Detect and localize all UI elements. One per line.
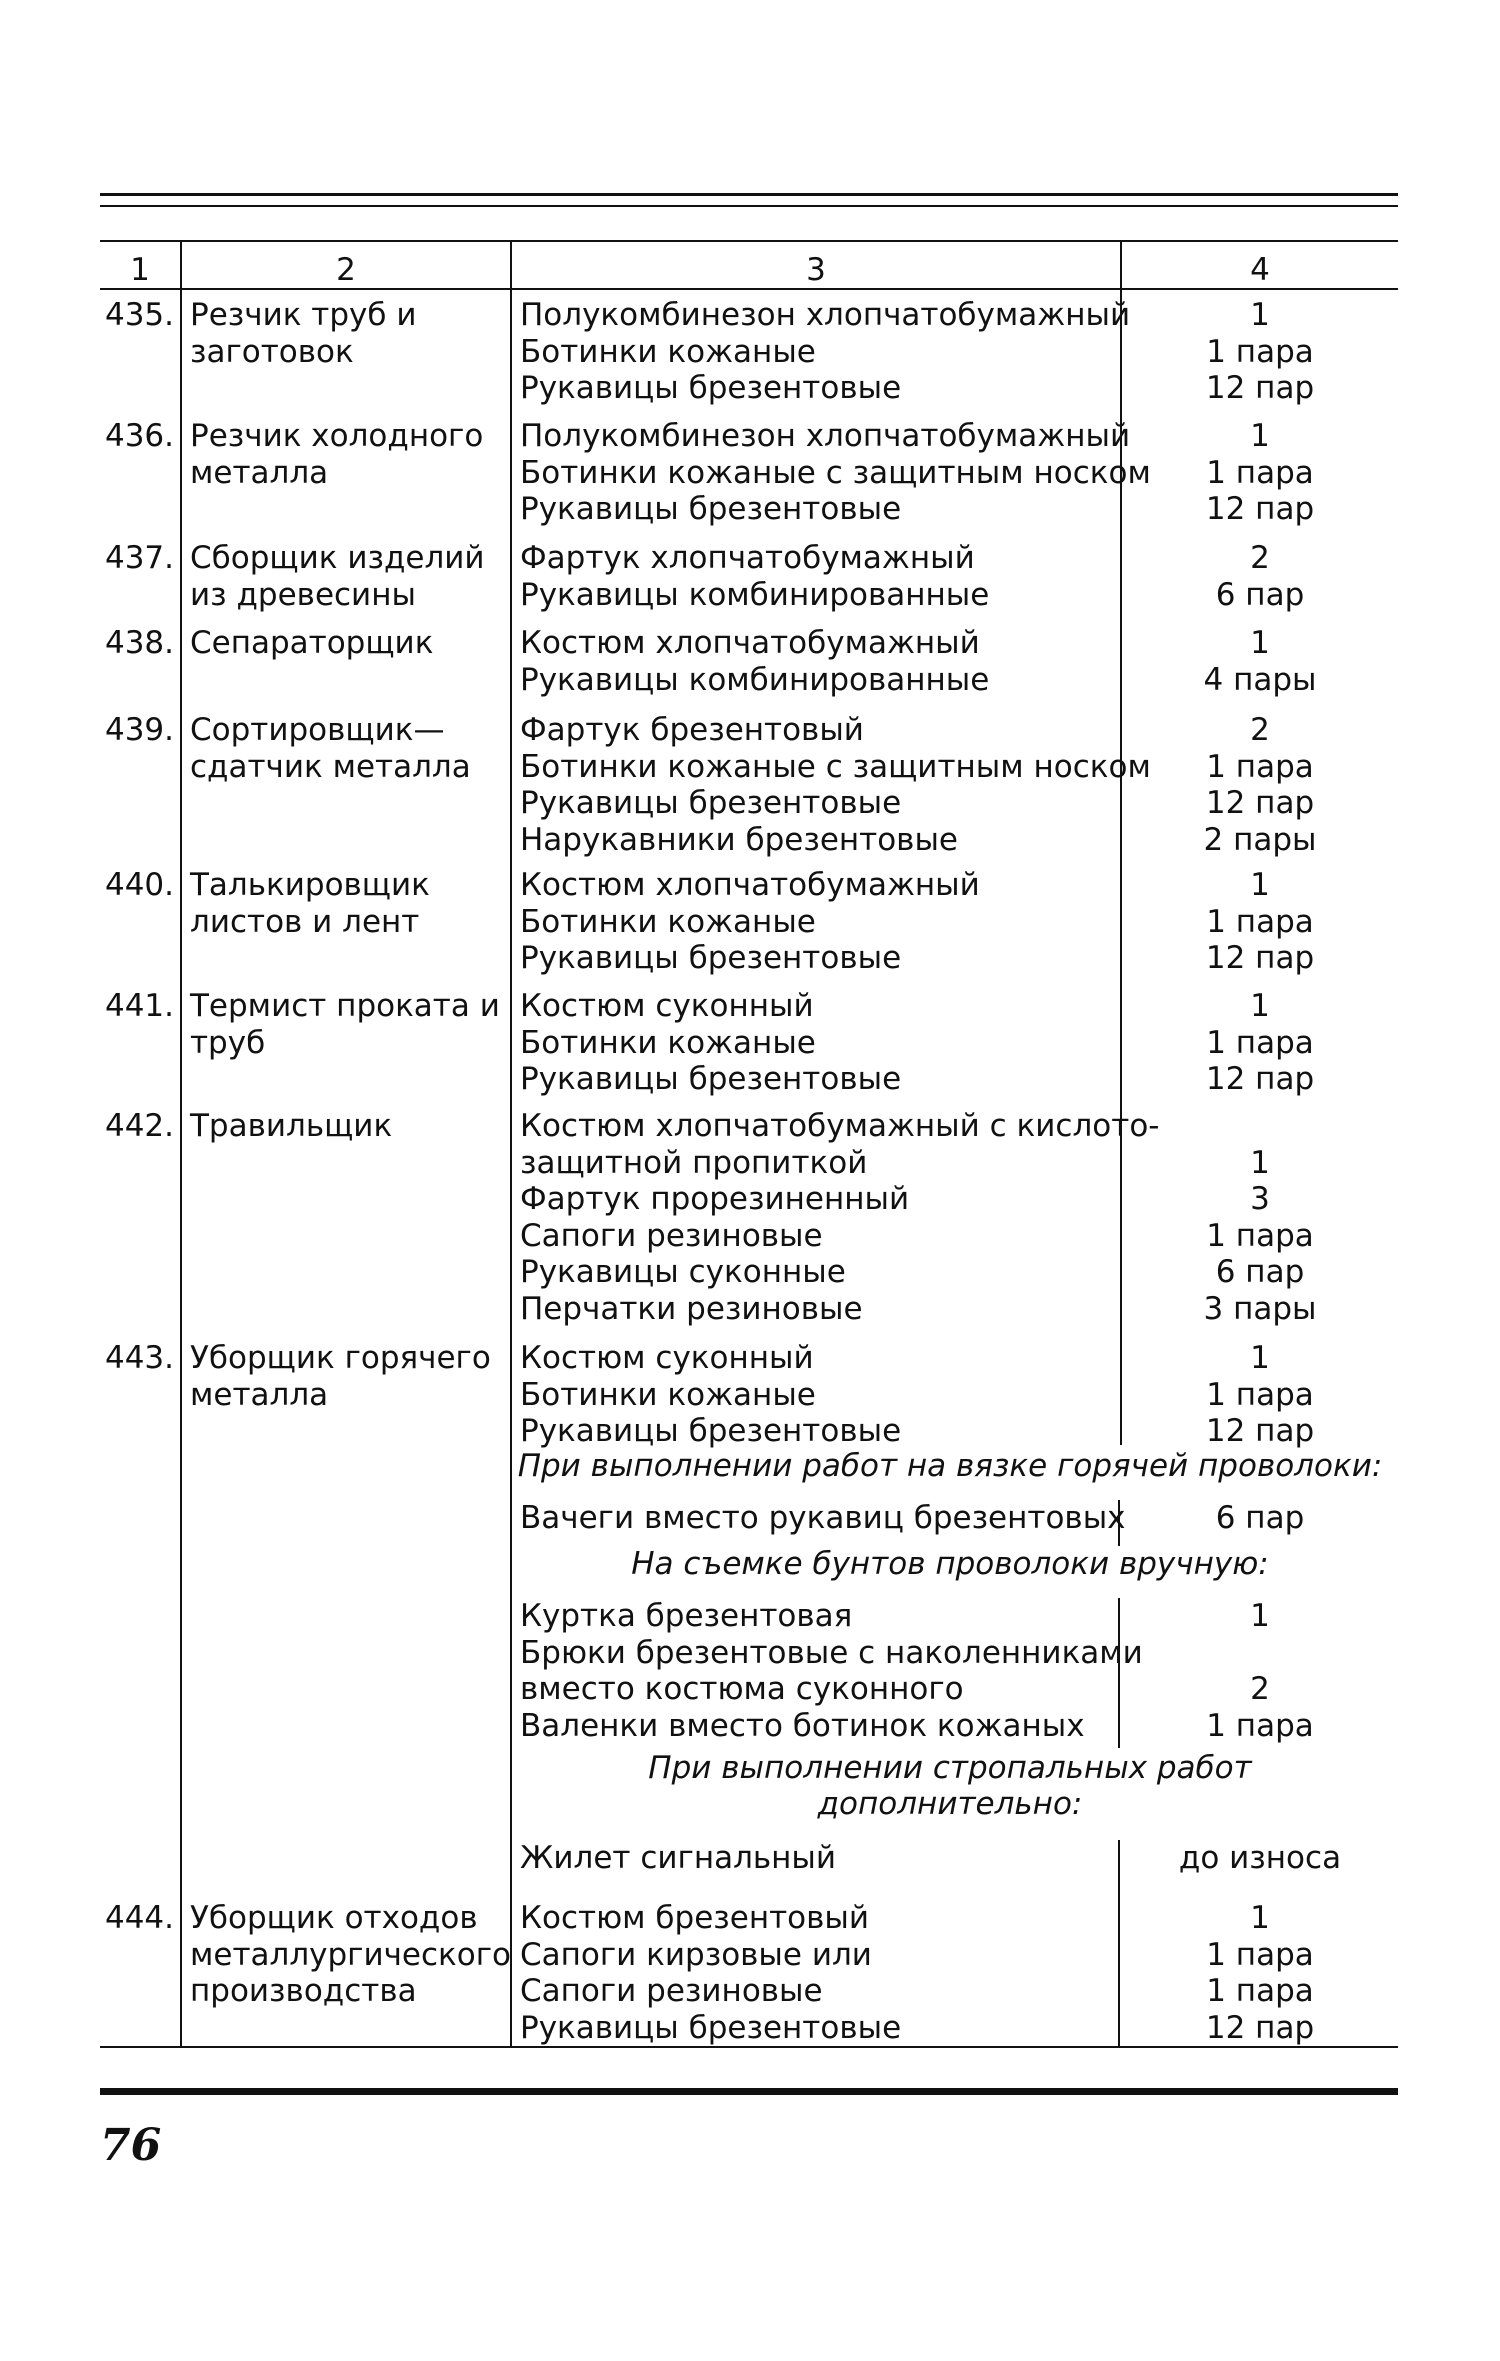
item-name: Ботинки кожаные с защитным носком: [520, 454, 1151, 491]
item-quantity: 1: [1250, 1598, 1270, 1634]
item-name: Рукавицы комбинированные: [520, 576, 990, 613]
section-note: На съемке бунтов проволоки вручную:: [631, 1546, 1269, 1582]
item-quantity: 2: [1250, 1671, 1270, 1707]
footer-rule: [100, 2088, 1398, 2095]
item-name: Рукавицы брезентовые: [520, 785, 902, 821]
item-name: Сапоги резиновые: [520, 1973, 823, 2009]
item-name: Рукавицы комбинированные: [520, 661, 990, 698]
profession-name: Сборщик изделий: [190, 540, 485, 576]
profession-name: Травильщик: [190, 1108, 393, 1144]
item-quantity: 2 пары: [1203, 821, 1317, 858]
item-name: Фартук брезентовый: [520, 712, 864, 748]
item-name: Костюм суконный: [520, 988, 814, 1024]
header-col-3: 3: [806, 252, 826, 288]
profession-name: металла: [190, 1376, 329, 1413]
profession-name: из древесины: [190, 576, 416, 613]
item-name: Рукавицы брезентовые: [520, 1061, 902, 1097]
item-quantity: 1 пара: [1206, 1936, 1314, 1973]
item-name: Сапоги резиновые: [520, 1217, 823, 1254]
item-name: Рукавицы суконные: [520, 1254, 846, 1290]
profession-name: Сортировщик—: [190, 712, 445, 748]
item-quantity: 6 пар: [1215, 1500, 1305, 1536]
item-name: Рукавицы брезентовые: [520, 491, 902, 527]
row-number: 444.: [104, 1900, 174, 1936]
item-quantity: 1 пара: [1206, 1217, 1314, 1254]
item-name: Ботинки кожаные: [520, 1024, 816, 1061]
item-quantity: 6 пар: [1215, 576, 1305, 613]
item-name: Рукавицы брезентовые: [520, 2009, 902, 2046]
header-col-4: 4: [1250, 252, 1270, 288]
item-quantity: 1: [1250, 867, 1270, 903]
item-name: Костюм брезентовый: [520, 1900, 870, 1936]
item-quantity: 1: [1250, 1900, 1270, 1936]
top-rule-thin: [100, 205, 1398, 207]
item-quantity: 12 пар: [1205, 2009, 1315, 2046]
item-quantity: 12 пар: [1205, 1413, 1315, 1449]
item-quantity: 3: [1250, 1181, 1270, 1217]
profession-name: Уборщик отходов: [190, 1900, 478, 1936]
item-quantity: 12 пар: [1205, 370, 1315, 406]
item-quantity: 4 пары: [1203, 661, 1317, 698]
item-name: Ботинки кожаные: [520, 903, 816, 940]
item-quantity: 1 пара: [1206, 454, 1314, 491]
profession-name: заготовок: [190, 333, 354, 370]
item-name: Рукавицы брезентовые: [520, 1413, 902, 1449]
item-quantity: 2: [1250, 540, 1270, 576]
profession-name: Резчик холодного: [190, 418, 484, 454]
item-quantity: 1: [1250, 297, 1270, 333]
item-name: Сапоги кирзовые или: [520, 1936, 872, 1973]
profession-name: Термист проката и: [190, 988, 500, 1024]
row-number: 443.: [104, 1340, 174, 1376]
item-name: Костюм хлопчатобумажный: [520, 867, 980, 903]
item-name: Костюм хлопчатобумажный с кислото-: [520, 1108, 1160, 1144]
row-number: 442.: [104, 1108, 174, 1144]
item-quantity: 1 пара: [1206, 1707, 1314, 1744]
profession-name: Сепараторщик: [190, 625, 434, 661]
profession-name: сдатчик металла: [190, 748, 471, 785]
profession-name: металла: [190, 454, 329, 491]
item-quantity: 12 пар: [1205, 940, 1315, 976]
item-name: Полукомбинезон хлопчатобумажный: [520, 297, 1131, 333]
row-number: 438.: [104, 625, 174, 661]
item-quantity: 1 пара: [1206, 903, 1314, 940]
item-name: защитной пропиткой: [520, 1144, 868, 1181]
profession-name: листов и лент: [190, 903, 420, 940]
item-name: Фартук хлопчатобумажный: [520, 540, 975, 576]
header-bottom-line: [100, 288, 1398, 290]
profession-name: производства: [190, 1973, 417, 2009]
item-name: Нарукавники брезентовые: [520, 821, 958, 858]
item-quantity: 12 пар: [1205, 1061, 1315, 1097]
item-name: Рукавицы брезентовые: [520, 940, 902, 976]
item-name: Вачеги вместо рукавиц брезентовых: [520, 1500, 1126, 1536]
item-name: Куртка брезентовая: [520, 1598, 853, 1634]
item-name: Полукомбинезон хлопчатобумажный: [520, 418, 1131, 454]
row-number: 435.: [104, 297, 174, 333]
item-quantity: 1 пара: [1206, 748, 1314, 785]
section-note: При выполнении работ на вязке горячей проволоки:: [517, 1448, 1383, 1484]
row-number: 441.: [104, 988, 174, 1024]
item-quantity: 12 пар: [1205, 785, 1315, 821]
item-quantity: 1 пара: [1206, 1973, 1314, 2009]
item-name: Костюм суконный: [520, 1340, 814, 1376]
section-note: При выполнении стропальных работ: [648, 1750, 1252, 1786]
header-top-line: [100, 240, 1398, 242]
header-col-2: 2: [336, 252, 356, 288]
item-name: Валенки вместо ботинок кожаных: [520, 1707, 1085, 1744]
profession-name: труб: [190, 1024, 266, 1061]
profession-name: Резчик труб и: [190, 297, 417, 333]
item-quantity: 1: [1250, 418, 1270, 454]
item-quantity: до износа: [1178, 1840, 1342, 1876]
item-quantity: 1 пара: [1206, 1024, 1314, 1061]
row-number: 437.: [104, 540, 174, 576]
section-note: дополнительно:: [817, 1786, 1083, 1822]
col-divider-3c: [1118, 1598, 1120, 1748]
page-number: 76: [100, 2120, 162, 2171]
item-name: Ботинки кожаные: [520, 333, 816, 370]
col-divider-1: [180, 240, 182, 2048]
profession-name: металлургического: [190, 1936, 511, 1973]
profession-name: Талькировщик: [190, 867, 430, 903]
item-quantity: 1: [1250, 625, 1270, 661]
item-quantity: 1: [1250, 1144, 1270, 1181]
item-name: Жилет сигнальный: [520, 1840, 837, 1876]
item-name: Брюки брезентовые с наколенниками: [520, 1634, 1143, 1671]
row-number: 440.: [104, 867, 174, 903]
item-quantity: 6 пар: [1215, 1254, 1305, 1290]
item-quantity: 1: [1250, 1340, 1270, 1376]
row-number: 439.: [104, 712, 174, 748]
item-name: вместо костюма суконного: [520, 1671, 964, 1707]
item-name: Фартук прорезиненный: [520, 1181, 910, 1217]
item-name: Ботинки кожаные: [520, 1376, 816, 1413]
item-quantity: 1: [1250, 988, 1270, 1024]
row-number: 436.: [104, 418, 174, 454]
item-quantity: 12 пар: [1205, 491, 1315, 527]
item-quantity: 3 пары: [1203, 1290, 1317, 1327]
top-rule: [100, 193, 1398, 196]
item-name: Рукавицы брезентовые: [520, 370, 902, 406]
header-col-1: 1: [130, 252, 150, 288]
item-quantity: 1 пара: [1206, 333, 1314, 370]
item-name: Костюм хлопчатобумажный: [520, 625, 980, 661]
table-bottom-line: [100, 2046, 1398, 2048]
item-name: Перчатки резиновые: [520, 1290, 863, 1327]
profession-name: Уборщик горячего: [190, 1340, 491, 1376]
item-quantity: 1 пара: [1206, 1376, 1314, 1413]
item-name: Ботинки кожаные с защитным носком: [520, 748, 1151, 785]
item-quantity: 2: [1250, 712, 1270, 748]
col-divider-3d: [1118, 1840, 1120, 2048]
